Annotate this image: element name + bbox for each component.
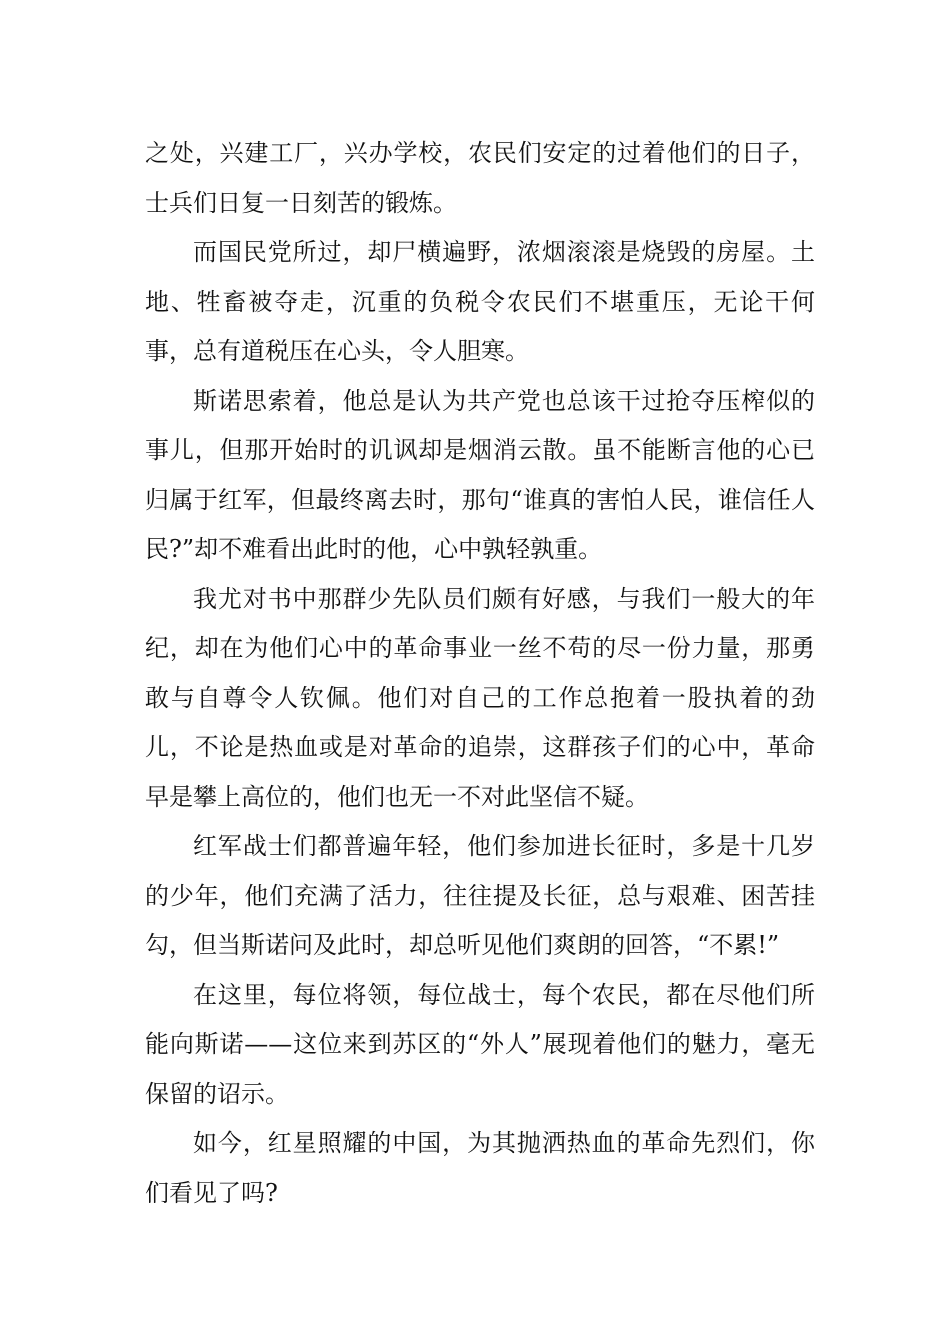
paragraph-7: 如今，红星照耀的中国，为其抛洒热血的革命先烈们，你们看见了吗?	[145, 1129, 815, 1207]
paragraph-4: 我尤对书中那群少先队员们颇有好感，与我们一般大的年纪，却在为他们心中的革命事业一丝不苟的尽一份力量，那勇敢与自尊令人钦佩。他们对自己的工作总抱着一股执着的劲儿，不论是热血或是对革命的追崇，这群孩子们的心中，革命早是攀上高位的，他们也无一不对此坚信不疑。	[145, 584, 815, 811]
document-body	[145, 129, 815, 1218]
paragraph-2: 而国民党所过，却尸横遍野，浓烟滚滚是烧毁的房屋。土地、牲畜被夺走，沉重的负税令农民们不堪重压，无论干何事，总有道税压在心头，令人胆寒。	[145, 238, 815, 365]
paragraph-6: 在这里，每位将领，每位战士，每个农民，都在尽他们所能向斯诺——这位来到苏区的“外人”展现着他们的魅力，毫无保留的诏示。	[145, 980, 815, 1108]
paragraph-1: 之处，兴建工厂，兴办学校，农民们安定的过着他们的日子，士兵们日复一日刻苦的锻炼。	[145, 139, 815, 217]
paragraph-5: 红军战士们都普遍年轻，他们参加进长征时，多是十几岁的少年，他们充满了活力，往往提及长征，总与艰难、困苦挂勾，但当斯诺问及此时，却总听见他们爽朗的回答，“不累!”	[145, 832, 815, 959]
paragraph-3: 斯诺思索着，他总是认为共产党也总该干过抢夺压榨似的事儿，但那开始时的讥讽却是烟消云散。虽不能断言他的心已归属于红军，但最终离去时，那句“谁真的害怕人民，谁信任人民?”却不难看出此时的他，心中孰轻孰重。	[145, 386, 815, 563]
